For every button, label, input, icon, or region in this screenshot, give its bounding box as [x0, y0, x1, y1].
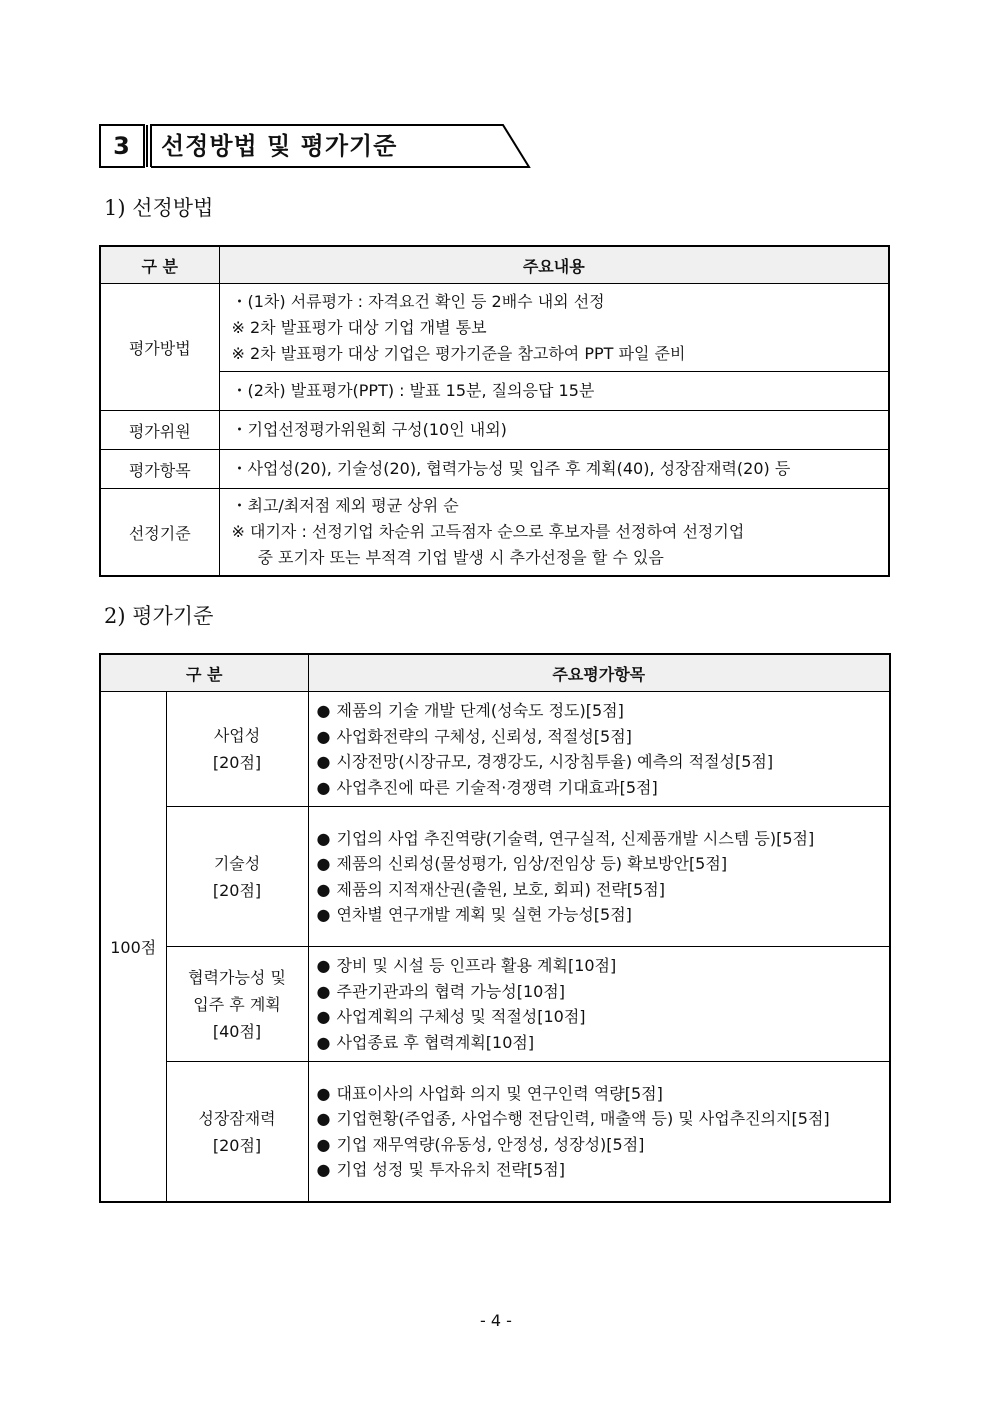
- row-content: ・(2차) 발표평가(PPT) : 발표 15분, 질의응답 15분: [219, 372, 889, 411]
- list-item: [317, 1106, 875, 1132]
- list-item-text: 대표이사의 사업화 의지 및 연구인력 역량[5점]: [336, 1083, 663, 1103]
- list-item-text: 제품의 기술 개발 단계(성숙도 정도)[5점]: [336, 701, 624, 720]
- bullet-icon: ●: [316, 1160, 331, 1179]
- content-line: ・(1차) 서류평가 : 자격요건 확인 등 2배수 내외 선정: [231, 291, 605, 311]
- list-item-text: 사업화전략의 구체성, 신뢰성, 적절성[5점]: [336, 726, 632, 746]
- list-item: [317, 698, 875, 724]
- bullet-icon: ●: [316, 1032, 331, 1052]
- bullet-icon: ●: [316, 1007, 331, 1026]
- list-item: [317, 953, 875, 979]
- bullet-icon: ●: [316, 905, 331, 924]
- row-content: [219, 489, 889, 577]
- header-items: 주요평가항목: [308, 654, 890, 692]
- list-item: [317, 826, 875, 852]
- group-name-line: 성장잠재력: [198, 1108, 276, 1128]
- row-category: 평가항목: [100, 450, 219, 489]
- subsection-title-evaluation-criteria: 2) 평가기준: [104, 604, 214, 628]
- table-row: [100, 411, 889, 450]
- group-items: [308, 1062, 890, 1203]
- evaluation-criteria-table: [99, 653, 891, 1203]
- table-row: [100, 947, 890, 1062]
- table-row: [100, 284, 889, 372]
- content-line: 중 포기자 또는 부적격 기업 발생 시 추가선정을 할 수 있음: [257, 548, 664, 567]
- row-category: 평가위원: [100, 411, 219, 450]
- list-item-text: 사업계획의 구체성 및 적절성[10점]: [336, 1007, 586, 1026]
- group-name-line: [20점]: [212, 1135, 262, 1155]
- list-item: [317, 902, 875, 928]
- bullet-icon: ●: [316, 1083, 331, 1103]
- table-row: [100, 1062, 890, 1203]
- group-name-line: [20점]: [212, 753, 262, 772]
- group-name-line: [40점]: [212, 1021, 262, 1041]
- group-name-line: [20점]: [212, 880, 262, 900]
- list-item: [317, 851, 875, 877]
- list-item-text: 기업현황(주업종, 사업수행 전담인력, 매출액 등) 및 사업추진의지[5점]: [336, 1109, 830, 1128]
- group-items: [308, 947, 890, 1062]
- table-header-row: [100, 246, 889, 284]
- bullet-icon: ●: [316, 752, 331, 771]
- row-content: ・기업선정평가위원회 구성(10인 내외): [219, 411, 889, 450]
- header-content: 주요내용: [219, 246, 889, 284]
- selection-method-table: [99, 245, 890, 577]
- total-score: 100점: [100, 692, 166, 1203]
- list-item: [317, 1132, 875, 1158]
- bullet-icon: ●: [316, 777, 331, 797]
- group-name: [166, 807, 308, 947]
- list-item: [317, 1157, 875, 1183]
- subsection-title-selection-method: 1) 선정방법: [104, 196, 214, 220]
- table-row: [100, 489, 889, 577]
- bullet-icon: ●: [316, 1109, 331, 1128]
- list-item-text: 기업 성정 및 투자유치 전략[5점]: [336, 1160, 565, 1179]
- group-name-line: 협력가능성 및: [188, 967, 286, 987]
- content-line: ・최고/최저점 제외 평균 상위 순: [231, 496, 459, 515]
- list-item-text: 연차별 연구개발 계획 및 실현 가능성[5점]: [336, 905, 632, 924]
- list-item: [317, 775, 875, 801]
- table-row: [100, 450, 889, 489]
- bullet-icon: ●: [316, 956, 331, 975]
- table-row: [100, 372, 889, 411]
- section-header: [99, 124, 531, 168]
- list-item-text: 시장전망(시장규모, 경쟁강도, 시장침투율) 예측의 적절성[5점]: [336, 752, 774, 771]
- bullet-icon: ●: [316, 854, 331, 873]
- list-item: [317, 1081, 875, 1107]
- header-category: 구 분: [100, 246, 219, 284]
- group-items: [308, 807, 890, 947]
- row-category: 평가방법: [100, 284, 219, 411]
- row-content: ・사업성(20), 기술성(20), 협력가능성 및 입주 후 계획(40), 성장잠재력(20) 등: [219, 450, 889, 489]
- content-line: ※ 2차 발표평가 대상 기업은 평가기준을 참고하여 PPT 파일 준비: [231, 343, 686, 363]
- list-item-text: 주관기관과의 협력 가능성[10점]: [336, 981, 566, 1001]
- list-item-text: 제품의 신뢰성(물성평가, 임상/전임상 등) 확보방안[5점]: [336, 854, 728, 873]
- table-header-row: [100, 654, 890, 692]
- bullet-icon: ●: [316, 981, 331, 1001]
- list-item: [317, 979, 875, 1005]
- page-number: - 4 -: [480, 1311, 512, 1330]
- row-category: 선정기준: [100, 489, 219, 577]
- content-line: ※ 대기자 : 선정기업 차순위 고득점자 순으로 후보자를 선정하여 선정기업: [231, 522, 745, 541]
- list-item-text: 사업종료 후 협력계획[10점]: [336, 1032, 535, 1052]
- list-item: [317, 724, 875, 750]
- header-category: 구 분: [100, 654, 308, 692]
- list-item-text: 제품의 지적재산권(출원, 보호, 회피) 전략[5점]: [336, 879, 665, 899]
- table-row: [100, 692, 890, 807]
- list-item-text: 사업추진에 따른 기술적·경쟁력 기대효과[5점]: [336, 777, 658, 797]
- content-line: ※ 2차 발표평가 대상 기업 개별 통보: [231, 317, 487, 337]
- list-item-text: 기업의 사업 추진역량(기술력, 연구실적, 신제품개발 시스템 등)[5점]: [336, 828, 815, 848]
- bullet-icon: ●: [316, 828, 331, 848]
- section-number: 3: [113, 132, 130, 160]
- bullet-icon: ●: [316, 1134, 331, 1154]
- list-item: [317, 749, 875, 775]
- list-item: [317, 1004, 875, 1030]
- group-name-line: 기술성: [213, 853, 261, 873]
- bullet-icon: ●: [316, 701, 331, 720]
- group-name: [166, 947, 308, 1062]
- group-name-line: 사업성: [213, 726, 261, 745]
- group-name: [166, 692, 308, 807]
- bullet-icon: ●: [316, 879, 331, 899]
- list-item: [317, 877, 875, 903]
- table-row: [100, 807, 890, 947]
- section-title: 선정방법 및 평가기준: [161, 132, 398, 160]
- list-item-text: 장비 및 시설 등 인프라 활용 계획[10점]: [336, 956, 617, 975]
- group-items: [308, 692, 890, 807]
- list-item-text: 기업 재무역량(유동성, 안정성, 성장성)[5점]: [336, 1134, 645, 1154]
- bullet-icon: ●: [316, 726, 331, 746]
- row-content: [219, 284, 889, 372]
- group-name-line: 입주 후 계획: [193, 994, 281, 1014]
- group-name: [166, 1062, 308, 1203]
- list-item: [317, 1030, 875, 1056]
